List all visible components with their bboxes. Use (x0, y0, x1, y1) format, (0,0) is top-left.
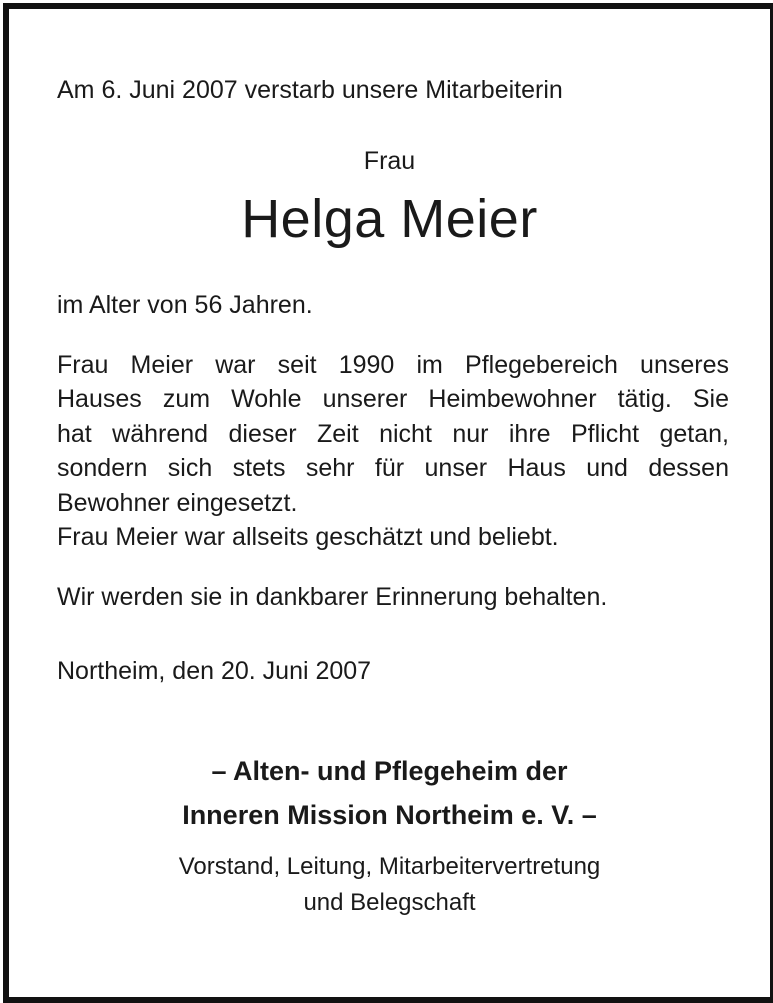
organisation-name (9, 749, 770, 837)
tribute-line: Hauses zum Wohle unserer Heimbewohner tätig. Sie (57, 385, 729, 414)
signatory-line: und Belegschaft (303, 889, 476, 916)
tribute-line: sondern sich stets sehr für unser Haus und dessen (57, 454, 729, 483)
deceased-name: Helga Meier (241, 189, 538, 249)
tribute-line: Frau Meier war allseits geschätzt und beliebt. (57, 523, 559, 552)
obituary-notice-frame (3, 3, 773, 1003)
signatories (9, 849, 770, 921)
tribute-paragraph (57, 348, 729, 554)
remembrance-statement: Wir werden sie in dankbarer Erinnerung behalten. (57, 583, 608, 611)
place-and-date: Northeim, den 20. Juni 2007 (57, 657, 372, 685)
tribute-line: Frau Meier war seit 1990 im Pflegebereich unseres (57, 351, 729, 379)
tribute-line: Bewohner eingesetzt. (57, 488, 298, 517)
organisation-line: Inneren Mission Northeim e. V. – (182, 800, 597, 830)
announcement-intro: Am 6. Juni 2007 verstarb unsere Mitarbeiterin (57, 76, 563, 104)
organisation-line: – Alten- und Pflegeheim der (211, 756, 568, 786)
salutation: Frau (363, 147, 416, 175)
tribute-line: hat während dieser Zeit nicht nur ihre Pflicht getan, (57, 419, 729, 448)
signatory-line: Vorstand, Leitung, Mitarbeitervertretung (178, 853, 601, 880)
age-statement: im Alter von 56 Jahren. (57, 291, 313, 319)
